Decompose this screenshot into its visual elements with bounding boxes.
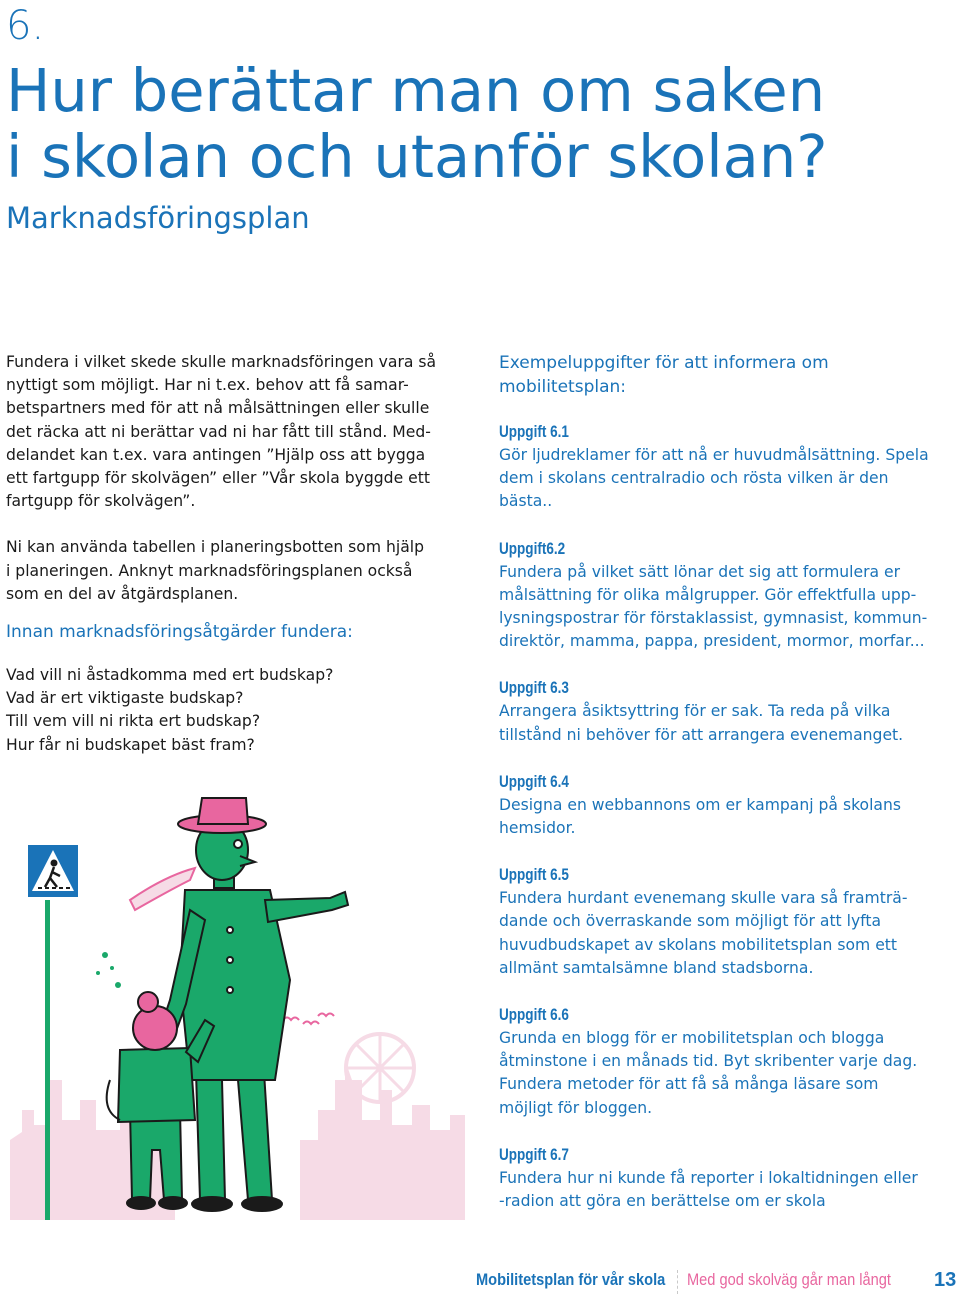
task-6-1 <box>499 420 959 514</box>
intro-line: delandet kan t.ex. vara antingen ”Hjälp oss att bygga <box>6 445 426 464</box>
task-title: Uppgift 6.6 <box>499 1006 569 1025</box>
task-6-6 <box>499 1003 959 1120</box>
task-title: Uppgift 6.4 <box>499 772 569 791</box>
question-item: Till vem vill ni rikta ert budskap? <box>6 712 261 731</box>
question-item: Hur får ni budskapet bäst fram? <box>6 735 255 754</box>
page-subtitle: Marknadsföringsplan <box>6 201 310 235</box>
intro-line: Fundera i vilket skede skulle marknadsföringen vara så <box>6 353 437 371</box>
left-column <box>6 351 476 757</box>
task-line: dande och överraskande som möjligt för att lyfta <box>499 912 882 931</box>
task-line: möjligt för bloggen. <box>499 1098 653 1117</box>
task-line: bästa.. <box>499 492 553 511</box>
question-item: Vad vill ni åstadkomma med ert budskap? <box>6 666 334 685</box>
task-line: Fundera på vilket sätt lönar det sig att formulera er <box>499 562 900 581</box>
task-title: Uppgift 6.7 <box>499 1145 569 1164</box>
task-line: Fundera metoder för att få så många läsare som <box>499 1075 879 1094</box>
intro-line: betspartners med för att nå målsättningen eller skulle <box>6 399 430 418</box>
tasks-heading-line: Exempeluppgifter för att informera om <box>499 353 829 373</box>
task-line: åtminstone i en månads tid. Byt skribenter varje dag. <box>499 1052 918 1071</box>
task-line: Fundera hur ni kunde få reporter i lokaltidningen eller <box>499 1168 918 1187</box>
question-item: Vad är ert viktigaste budskap? <box>6 689 244 708</box>
task-6-5 <box>499 863 959 980</box>
task-line: allmänt samtalsämne bland stadsborna. <box>499 958 814 977</box>
birds-icon <box>283 1014 334 1025</box>
footer-slogan: Med god skolväg går man långt <box>687 1270 891 1289</box>
task-line: huvudbudskapet av skolans mobilitetsplan som ett <box>499 935 898 954</box>
task-6-3 <box>499 676 959 746</box>
task-line: Designa en webbannons om er kampanj på skolans <box>499 795 901 814</box>
task-6-4 <box>499 770 959 840</box>
task-line: -radion att göra en berättelse om er skola <box>499 1192 826 1211</box>
footer-brand: Mobilitetsplan för vår skola <box>476 1270 666 1289</box>
page-title-line-2: i skolan och utanför skolan? <box>6 122 828 191</box>
task-6-7 <box>499 1143 959 1213</box>
footer-divider <box>677 1270 678 1294</box>
table-line: i planeringen. Anknyt marknadsföringsplanen också <box>6 561 413 580</box>
task-title: Uppgift 6.1 <box>499 423 569 441</box>
task-line: lysningspostrar för förstaklassist, gymnasist, kommun- <box>499 609 928 628</box>
task-line: Arrangera åsiktsyttring för er sak. Ta reda på vilka <box>499 702 891 721</box>
table-line: Ni kan använda tabellen i planeringsbotten som hjälp <box>6 538 425 557</box>
page-title <box>6 58 926 190</box>
table-line: som en del av åtgärdsplanen. <box>6 584 239 603</box>
questions-heading: Innan marknadsföringsåtgärder fundera: <box>6 622 353 643</box>
task-line: dem i skolans centralradio och rösta vilken är den <box>499 469 889 488</box>
task-line: hemsidor. <box>499 819 576 838</box>
intro-line: det räcka att ni berättar vad ni har fått till stånd. Med- <box>6 422 431 441</box>
intro-line: fartgupp för skolvägen”. <box>6 492 196 511</box>
chapter-number: 6. <box>6 3 45 49</box>
task-line: tillstånd ni behöver för att arrangera evenemanget. <box>499 725 904 744</box>
page-number: 13 <box>934 1269 957 1291</box>
task-line: direktör, mamma, pappa, president, mormor, morfar... <box>499 632 925 651</box>
tasks-heading <box>499 351 959 399</box>
task-6-2 <box>499 537 959 654</box>
questions-list <box>6 664 476 757</box>
page-footer <box>0 1268 960 1298</box>
illustration <box>0 780 480 1220</box>
task-line: Grunda en blogg för er mobilitetsplan och blogga <box>499 1029 885 1048</box>
intro-line: ett fartgupp för skolvägen” eller ”Vår skola byggde ett <box>6 469 430 488</box>
task-title: Uppgift 6.3 <box>499 679 569 698</box>
intro-line: nyttigt som möjligt. Har ni t.ex. behov att få samar- <box>6 376 409 395</box>
right-column <box>499 351 959 1236</box>
snow-dots <box>96 952 121 988</box>
task-line: Gör ljudreklamer för att nå er huvudmålsättning. Spela <box>499 446 929 464</box>
tasks-heading-line: mobilitetsplan: <box>499 377 627 397</box>
task-title: Uppgift6.2 <box>499 539 566 558</box>
task-line: Fundera hurdant evenemang skulle vara så framträ- <box>499 889 908 908</box>
table-paragraph <box>6 536 476 606</box>
intro-paragraph <box>6 351 476 513</box>
page-title-line-1: Hur berättar man om saken <box>6 56 826 125</box>
task-title: Uppgift 6.5 <box>499 866 569 885</box>
task-line: målsättning för olika målgrupper. Gör effektfulla upp- <box>499 585 917 604</box>
